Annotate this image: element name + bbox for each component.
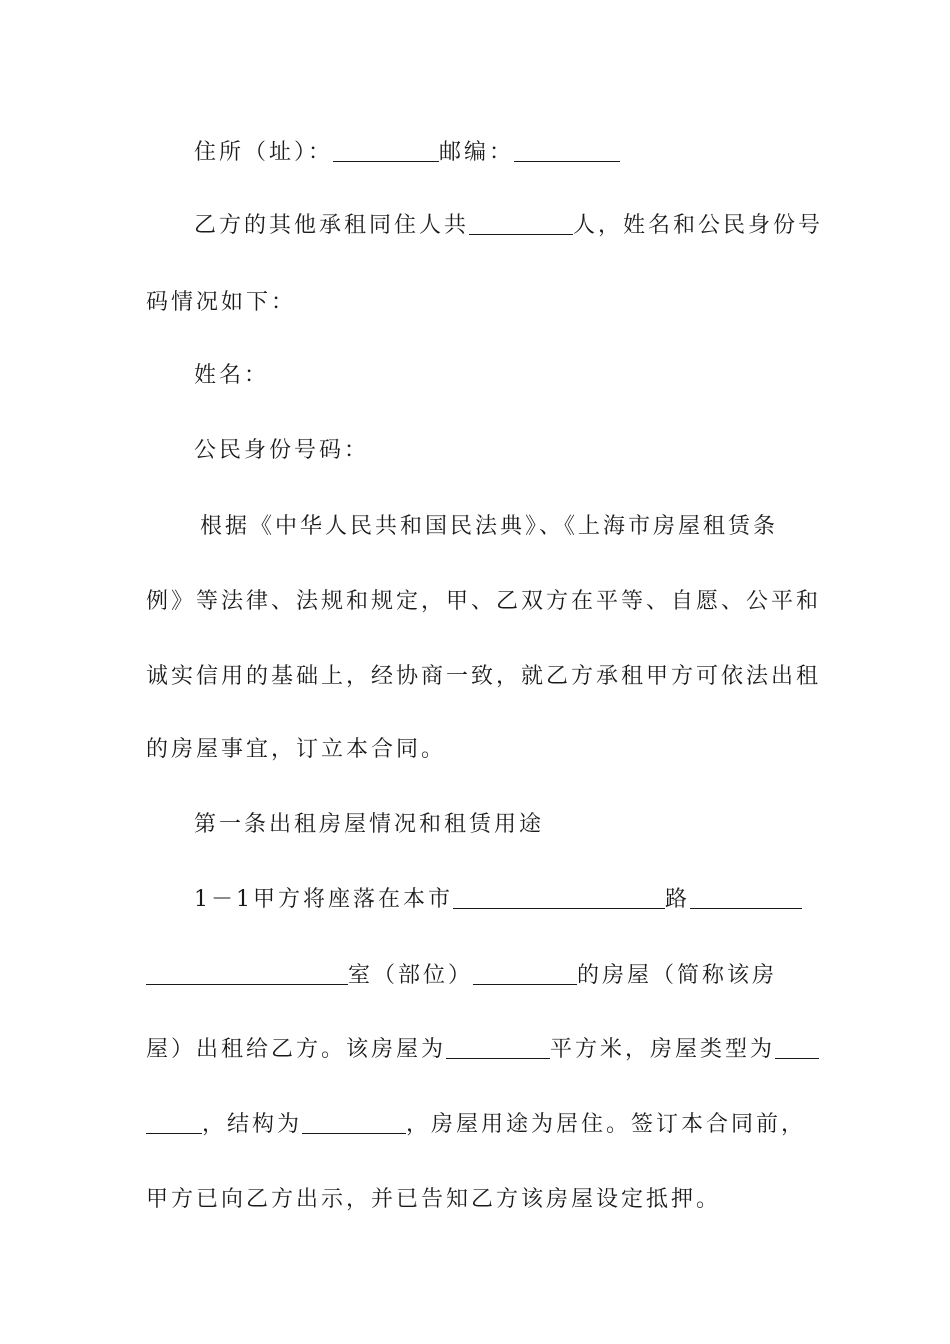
road-label: 路 — [665, 887, 691, 912]
name-label: 姓名： — [194, 363, 270, 388]
co-tenant-count-blank — [469, 214, 573, 235]
preamble-text-2: 例》等法律、法规和规定，甲、乙双方在平等、自愿、公平和 — [146, 589, 822, 614]
clause-1-1-line-3 — [146, 1035, 806, 1065]
house-type-blank-cont — [146, 1113, 202, 1134]
preamble-text-3: 诚实信用的基础上，经协商一致，就乙方承租甲方可依法出租 — [146, 664, 822, 689]
clause-1-1-text-5: 甲方已向乙方出示，并已告知乙方该房屋设定抵押。 — [146, 1187, 722, 1212]
house-type-blank — [775, 1038, 819, 1059]
postcode-blank — [514, 141, 620, 162]
room-label: 室（部位） — [348, 963, 474, 988]
preamble-line-4 — [146, 735, 806, 765]
position-blank — [473, 964, 577, 985]
structure-blank — [302, 1113, 406, 1134]
article-1-title: 第一条出租房屋情况和租赁用途 — [194, 812, 545, 837]
article-1-heading — [194, 810, 806, 840]
preamble-line-3 — [146, 662, 822, 692]
house-type-label: 平方米，房屋类型为 — [550, 1037, 776, 1062]
preamble-text-1: 根据《中华人民共和国民法典》、《上海市房屋租赁条 — [200, 514, 779, 539]
clause-1-1-text-1: 1－1甲方将座落在本市 — [194, 887, 453, 912]
co-tenant-text-end: 人，姓名和公民身份号 — [573, 213, 824, 238]
area-blank — [446, 1038, 550, 1059]
id-number-line — [194, 436, 806, 466]
address-postcode-line — [194, 138, 806, 168]
district-blank — [453, 888, 665, 909]
clause-1-1-line-4 — [146, 1110, 806, 1140]
postcode-label: 邮编： — [439, 140, 515, 165]
address-detail-blank — [146, 964, 348, 985]
co-tenant-text-cont: 码情况如下： — [146, 290, 297, 315]
road-blank — [690, 888, 802, 909]
preamble-text-4: 的房屋事宜，订立本合同。 — [146, 737, 447, 762]
usage-text: ，房屋用途为居住。签订本合同前， — [406, 1112, 807, 1137]
structure-label: ，结构为 — [202, 1112, 303, 1137]
house-text: 的房屋（简称该房 — [577, 963, 778, 988]
id-number-label: 公民身份号码： — [194, 438, 370, 463]
clause-1-1-line-1 — [194, 885, 806, 915]
co-tenant-text-start: 乙方的其他承租同住人共 — [194, 213, 470, 238]
preamble-line-2 — [146, 587, 822, 617]
co-tenant-line — [194, 211, 824, 241]
preamble-line-1 — [200, 512, 806, 542]
name-line — [194, 361, 806, 391]
clause-1-1-text-3: 屋）出租给乙方。该房屋为 — [146, 1037, 447, 1062]
clause-1-1-line-2 — [146, 961, 806, 991]
address-blank — [333, 141, 439, 162]
clause-1-1-line-5 — [146, 1185, 806, 1215]
address-label: 住所（址）： — [194, 140, 334, 165]
co-tenant-line-2 — [146, 288, 806, 318]
